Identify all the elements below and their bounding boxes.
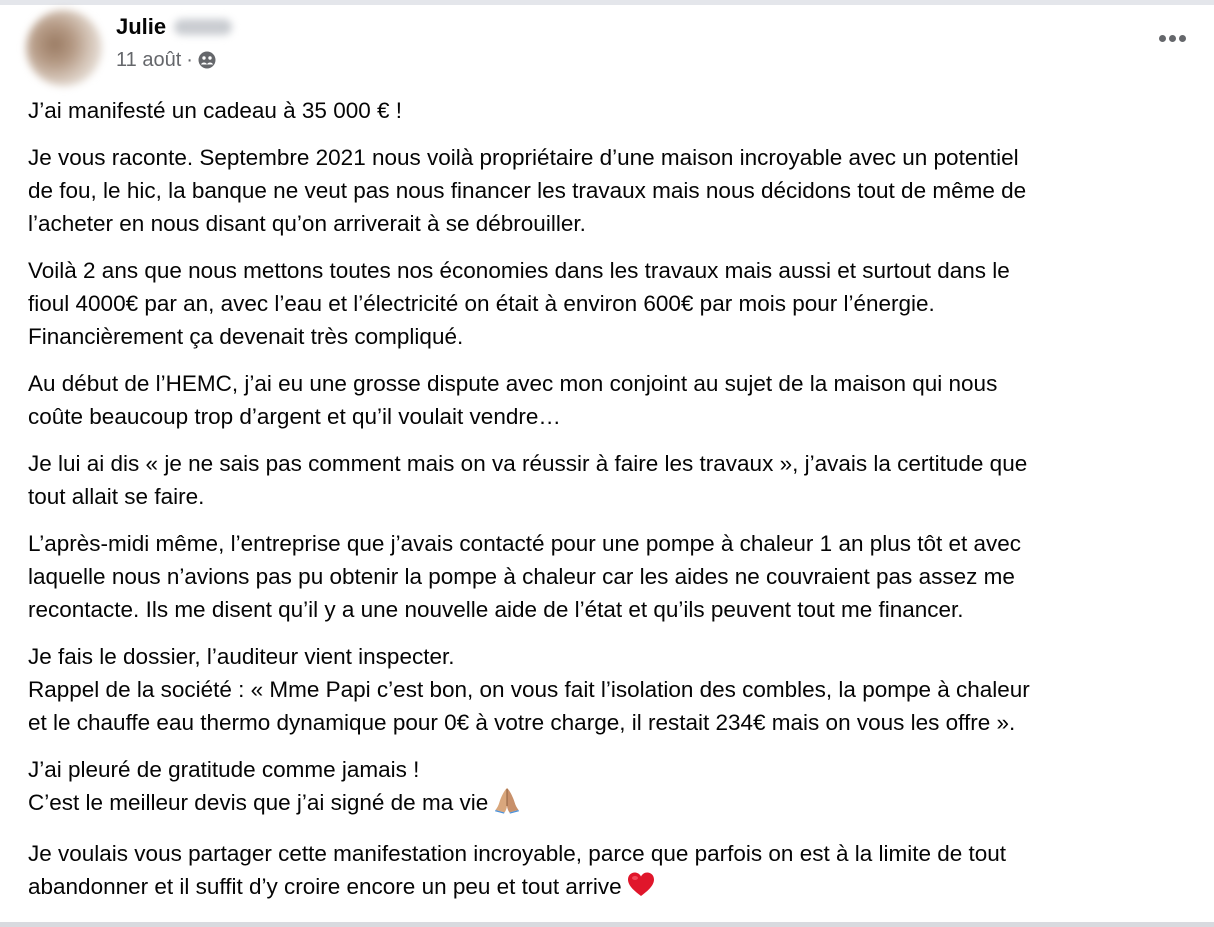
text-line: abandonner et il suffit d’y croire encore un peu et tout arrive (28, 874, 622, 899)
paragraph-7 (28, 640, 1198, 739)
text-line: Je fais le dossier, l’auditeur vient inspecter. (28, 644, 455, 669)
more-options-dot (1169, 35, 1176, 42)
more-options-dot (1179, 35, 1186, 42)
text-line: J’ai pleuré de gratitude comme jamais ! (28, 757, 420, 782)
text-line: et le chauffe eau thermo dynamique pour 0€ à votre charge, il restait 234€ mais on vous les offre ». (28, 710, 1016, 735)
text-line: laquelle nous n’avions pas pu obtenir la pompe à chaleur car les aides ne couvraient pas assez me (28, 564, 1015, 589)
bottom-divider (0, 922, 1214, 927)
post-date[interactable]: 11 août (116, 48, 182, 71)
text-line: fioul 4000€ par an, avec l’eau et l’électricité on était à environ 600€ par mois pour l’énergie. (28, 291, 935, 316)
paragraph-3 (28, 254, 1198, 353)
text-line: Financièrement ça devenait très compliqué. (28, 324, 464, 349)
post-header (22, 6, 1192, 86)
text-line: Voilà 2 ans que nous mettons toutes nos économies dans les travaux mais aussi et surtout dans le (28, 258, 1010, 283)
more-options-button[interactable] (1152, 20, 1192, 56)
folded-hands-emoji (492, 786, 522, 823)
friends-icon[interactable] (198, 51, 216, 69)
text-line: J’ai manifesté un cadeau à 35 000 € ! (28, 98, 403, 123)
text-line: l’acheter en nous disant qu’on arriverait à se débrouiller. (28, 211, 586, 236)
post-meta (116, 46, 216, 74)
paragraph-4 (28, 367, 1198, 433)
paragraph-6 (28, 527, 1198, 626)
text-line: Je vous raconte. Septembre 2021 nous voilà propriétaire d’une maison incroyable avec un potentiel (28, 145, 1019, 170)
paragraph-1 (28, 94, 1198, 127)
blurred-surname (174, 19, 232, 35)
paragraph-9 (28, 837, 1198, 907)
post-body (28, 94, 1198, 921)
paragraph-5 (28, 447, 1198, 513)
text-line: L’après-midi même, l’entreprise que j’avais contacté pour une pompe à chaleur 1 an plus tôt et avec (28, 531, 1022, 556)
paragraph-8 (28, 753, 1198, 823)
author-name[interactable]: Julie (116, 14, 167, 39)
text-line: Je voulais vous partager cette manifestation incroyable, parce que parfois on est à la limite de tout (28, 841, 1007, 866)
red-heart-emoji (626, 870, 656, 907)
text-line: Je lui ai dis « je ne sais pas comment mais on va réussir à faire les travaux », j’avais la certitude que (28, 451, 1028, 476)
text-line: Au début de l’HEMC, j’ai eu une grosse dispute avec mon conjoint au sujet de la maison qui nous (28, 371, 998, 396)
meta-separator: · (186, 48, 193, 71)
text-line: coûte beaucoup trop d’argent et qu’il voulait vendre… (28, 404, 561, 429)
avatar[interactable] (26, 10, 102, 86)
more-options-icon (1159, 35, 1166, 42)
text-line: C’est le meilleur devis que j’ai signé de ma vie (28, 790, 489, 815)
text-line: recontacte. Ils me disent qu’il y a une nouvelle aide de l’état et qu’ils peuvent tout me financer. (28, 597, 964, 622)
text-line: de fou, le hic, la banque ne veut pas nous financer les travaux mais nous décidons tout de même de (28, 178, 1027, 203)
text-line: Rappel de la société : « Mme Papi c’est bon, on vous fait l’isolation des combles, la pompe à chaleur (28, 677, 1030, 702)
author-row (116, 12, 232, 42)
text-line: tout allait se faire. (28, 484, 205, 509)
paragraph-2 (28, 141, 1198, 240)
